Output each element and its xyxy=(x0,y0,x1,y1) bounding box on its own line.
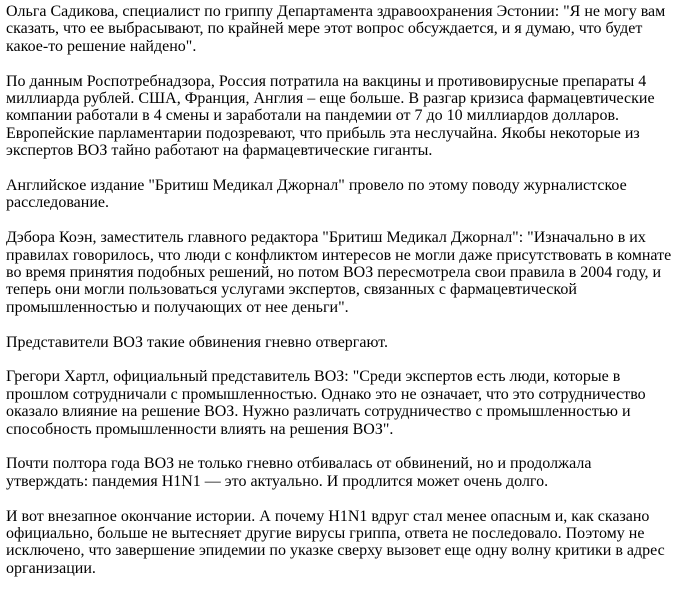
paragraph-sudden-ending: И вот внезапное окончание истории. А почему H1N1 вдруг стал менее опасным и, как сказано официально, больше не вытесняет другие вирусы гриппа, ответа не последовало. Поэтому не исключено, что завершение эпидемии по указке сверху вызовет еще одну волну критики в адрес организации. xyxy=(6,507,665,577)
paragraph-rospotrebnadzor-spending: По данным Роспотребнадзора, Россия потратила на вакцины и противовирусные препараты 4 миллиарда рублей. США, Франция, Англия – еще больше. В разгар кризиса фармацевтические компании работали в 4 смены и заработали на пандемии от 7 до 10 миллиардов долларов. Европейские парламентарии подозревают, что прибыль эта неслучайна. Якобы некоторые из экспертов ВОЗ тайно работают на фармацевтические гиганты. xyxy=(6,72,655,160)
paragraph-pandemic-duration: Почти полтора года ВОЗ не только гневно отбивалась от обвинений, но и продолжала утверждать: пандемия H1N1 — это актуально. И продлится может очень долго. xyxy=(6,455,592,490)
paragraph-cohen-quote: Дэбора Коэн, заместитель главного редактора "Бритиш Медикал Джорнал": "Изначально в их правилах говорилось, что люди с конфликтом интересов не могли даже присутствовать в комнате во время принятия подобных решений, но потом ВОЗ пересмотрела свои правила в 2004 году, и теперь они могли пользоваться услугами экспертов, связанных с фармацевтической промышленностью и получающих от нее деньги". xyxy=(6,229,672,316)
paragraph-sadikova-quote: Ольга Садикова, специалист по гриппу Департамента здравоохранения Эстонии: "Я не могу вам сказать, что ее выбрасывают, по крайней мере этот вопрос обсуждается, и я думаю, что будет какое-то решение найдено". xyxy=(6,3,666,55)
article-body xyxy=(6,3,672,595)
paragraph-who-denial: Представители ВОЗ такие обвинения гневно отвергают. xyxy=(6,333,388,351)
paragraph-bmj-investigation: Английское издание "Бритиш Медикал Джорнал" провело по этому поводу журналистское расследование. xyxy=(6,177,627,212)
paragraph-hartl-quote: Грегори Хартл, официальный представитель ВОЗ: "Среди экспертов есть люди, которые в прошлом сотрудничали с промышленностью. Однако это не означает, что это сотрудничество оказало влияние на решение ВОЗ. Нужно различать сотрудничество с промышленностью и способность промышленности влиять на решения ВОЗ". xyxy=(6,368,646,438)
